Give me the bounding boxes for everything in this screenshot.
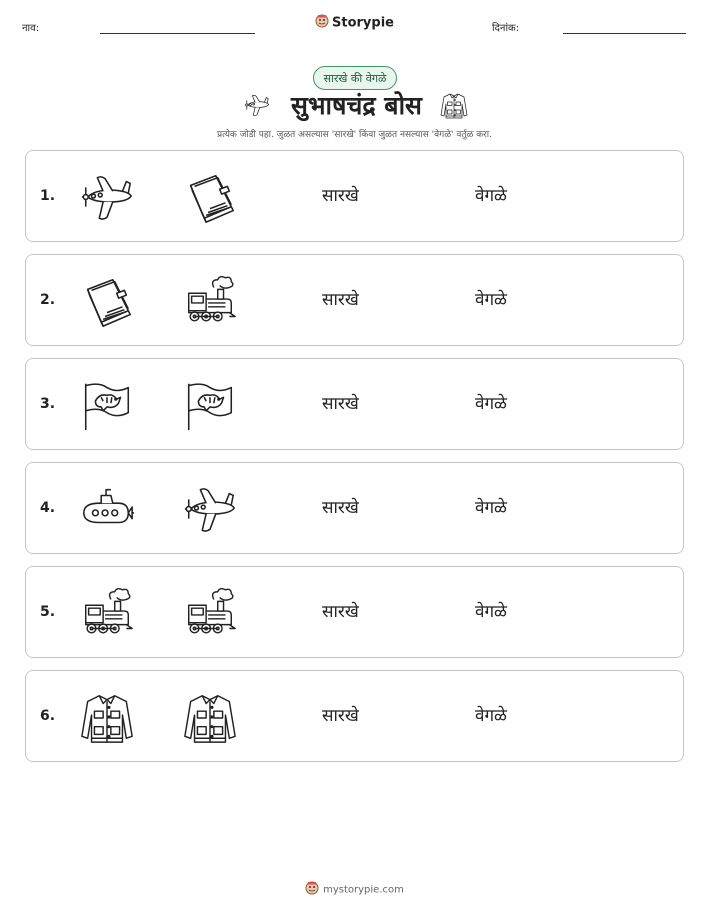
storypie-footer-logo-icon (305, 881, 319, 898)
same-option[interactable]: सारखे (322, 498, 359, 518)
diary-icon (78, 273, 136, 329)
train-icon (78, 585, 136, 641)
question-row (25, 566, 684, 658)
brand-name: Storypie (332, 15, 394, 31)
airplane-icon (240, 95, 279, 114)
same-option[interactable]: सारखे (322, 186, 359, 206)
question-number: 3. (40, 396, 56, 412)
name-label: नाव: (22, 23, 40, 34)
same-option[interactable]: सारखे (322, 706, 359, 726)
airplane-icon (181, 481, 239, 537)
worksheet-badge: सारखे की वेगळे (313, 66, 397, 90)
jacket-icon (78, 689, 136, 745)
jacket-icon (181, 689, 239, 745)
different-option[interactable]: वेगळे (475, 394, 507, 414)
question-row (25, 358, 684, 450)
question-row (25, 150, 684, 242)
different-option[interactable]: वेगळे (475, 498, 507, 518)
diary-icon (181, 169, 239, 225)
different-option[interactable]: वेगळे (475, 706, 507, 726)
question-number: 6. (40, 708, 56, 724)
brand (0, 14, 709, 32)
different-option[interactable]: वेगळे (475, 602, 507, 622)
same-option[interactable]: सारखे (322, 290, 359, 310)
different-option[interactable]: वेगळे (475, 290, 507, 310)
instruction: प्रत्येक जोडी पहा. जुळत असल्यास 'सारखे' किंवा जुळत नसल्यास 'वेगळे' वर्तुळ करा. (216, 130, 492, 140)
question-row (25, 670, 684, 762)
title-row (0, 88, 709, 122)
different-option[interactable]: वेगळे (475, 186, 507, 206)
date-label: दिनांक: (492, 23, 520, 34)
train-icon (181, 585, 239, 641)
page-title: सुभाषचंद्र बोस (291, 91, 422, 120)
footer (0, 881, 709, 898)
train-icon (181, 273, 239, 329)
question-number: 4. (40, 500, 56, 516)
flag-icon (181, 377, 239, 433)
question-row (25, 254, 684, 346)
question-number: 5. (40, 604, 56, 620)
question-number: 2. (40, 292, 56, 308)
name-line[interactable] (100, 33, 255, 34)
uniform-jacket-icon (439, 95, 469, 114)
airplane-icon (78, 169, 136, 225)
same-option[interactable]: सारखे (322, 602, 359, 622)
flag-icon (78, 377, 136, 433)
same-option[interactable]: सारखे (322, 394, 359, 414)
storypie-logo-icon (315, 14, 329, 32)
footer-site: mystorypie.com (323, 884, 404, 896)
submarine-icon (78, 481, 136, 537)
question-number: 1. (40, 188, 56, 204)
date-line[interactable] (563, 33, 686, 34)
question-row (25, 462, 684, 554)
